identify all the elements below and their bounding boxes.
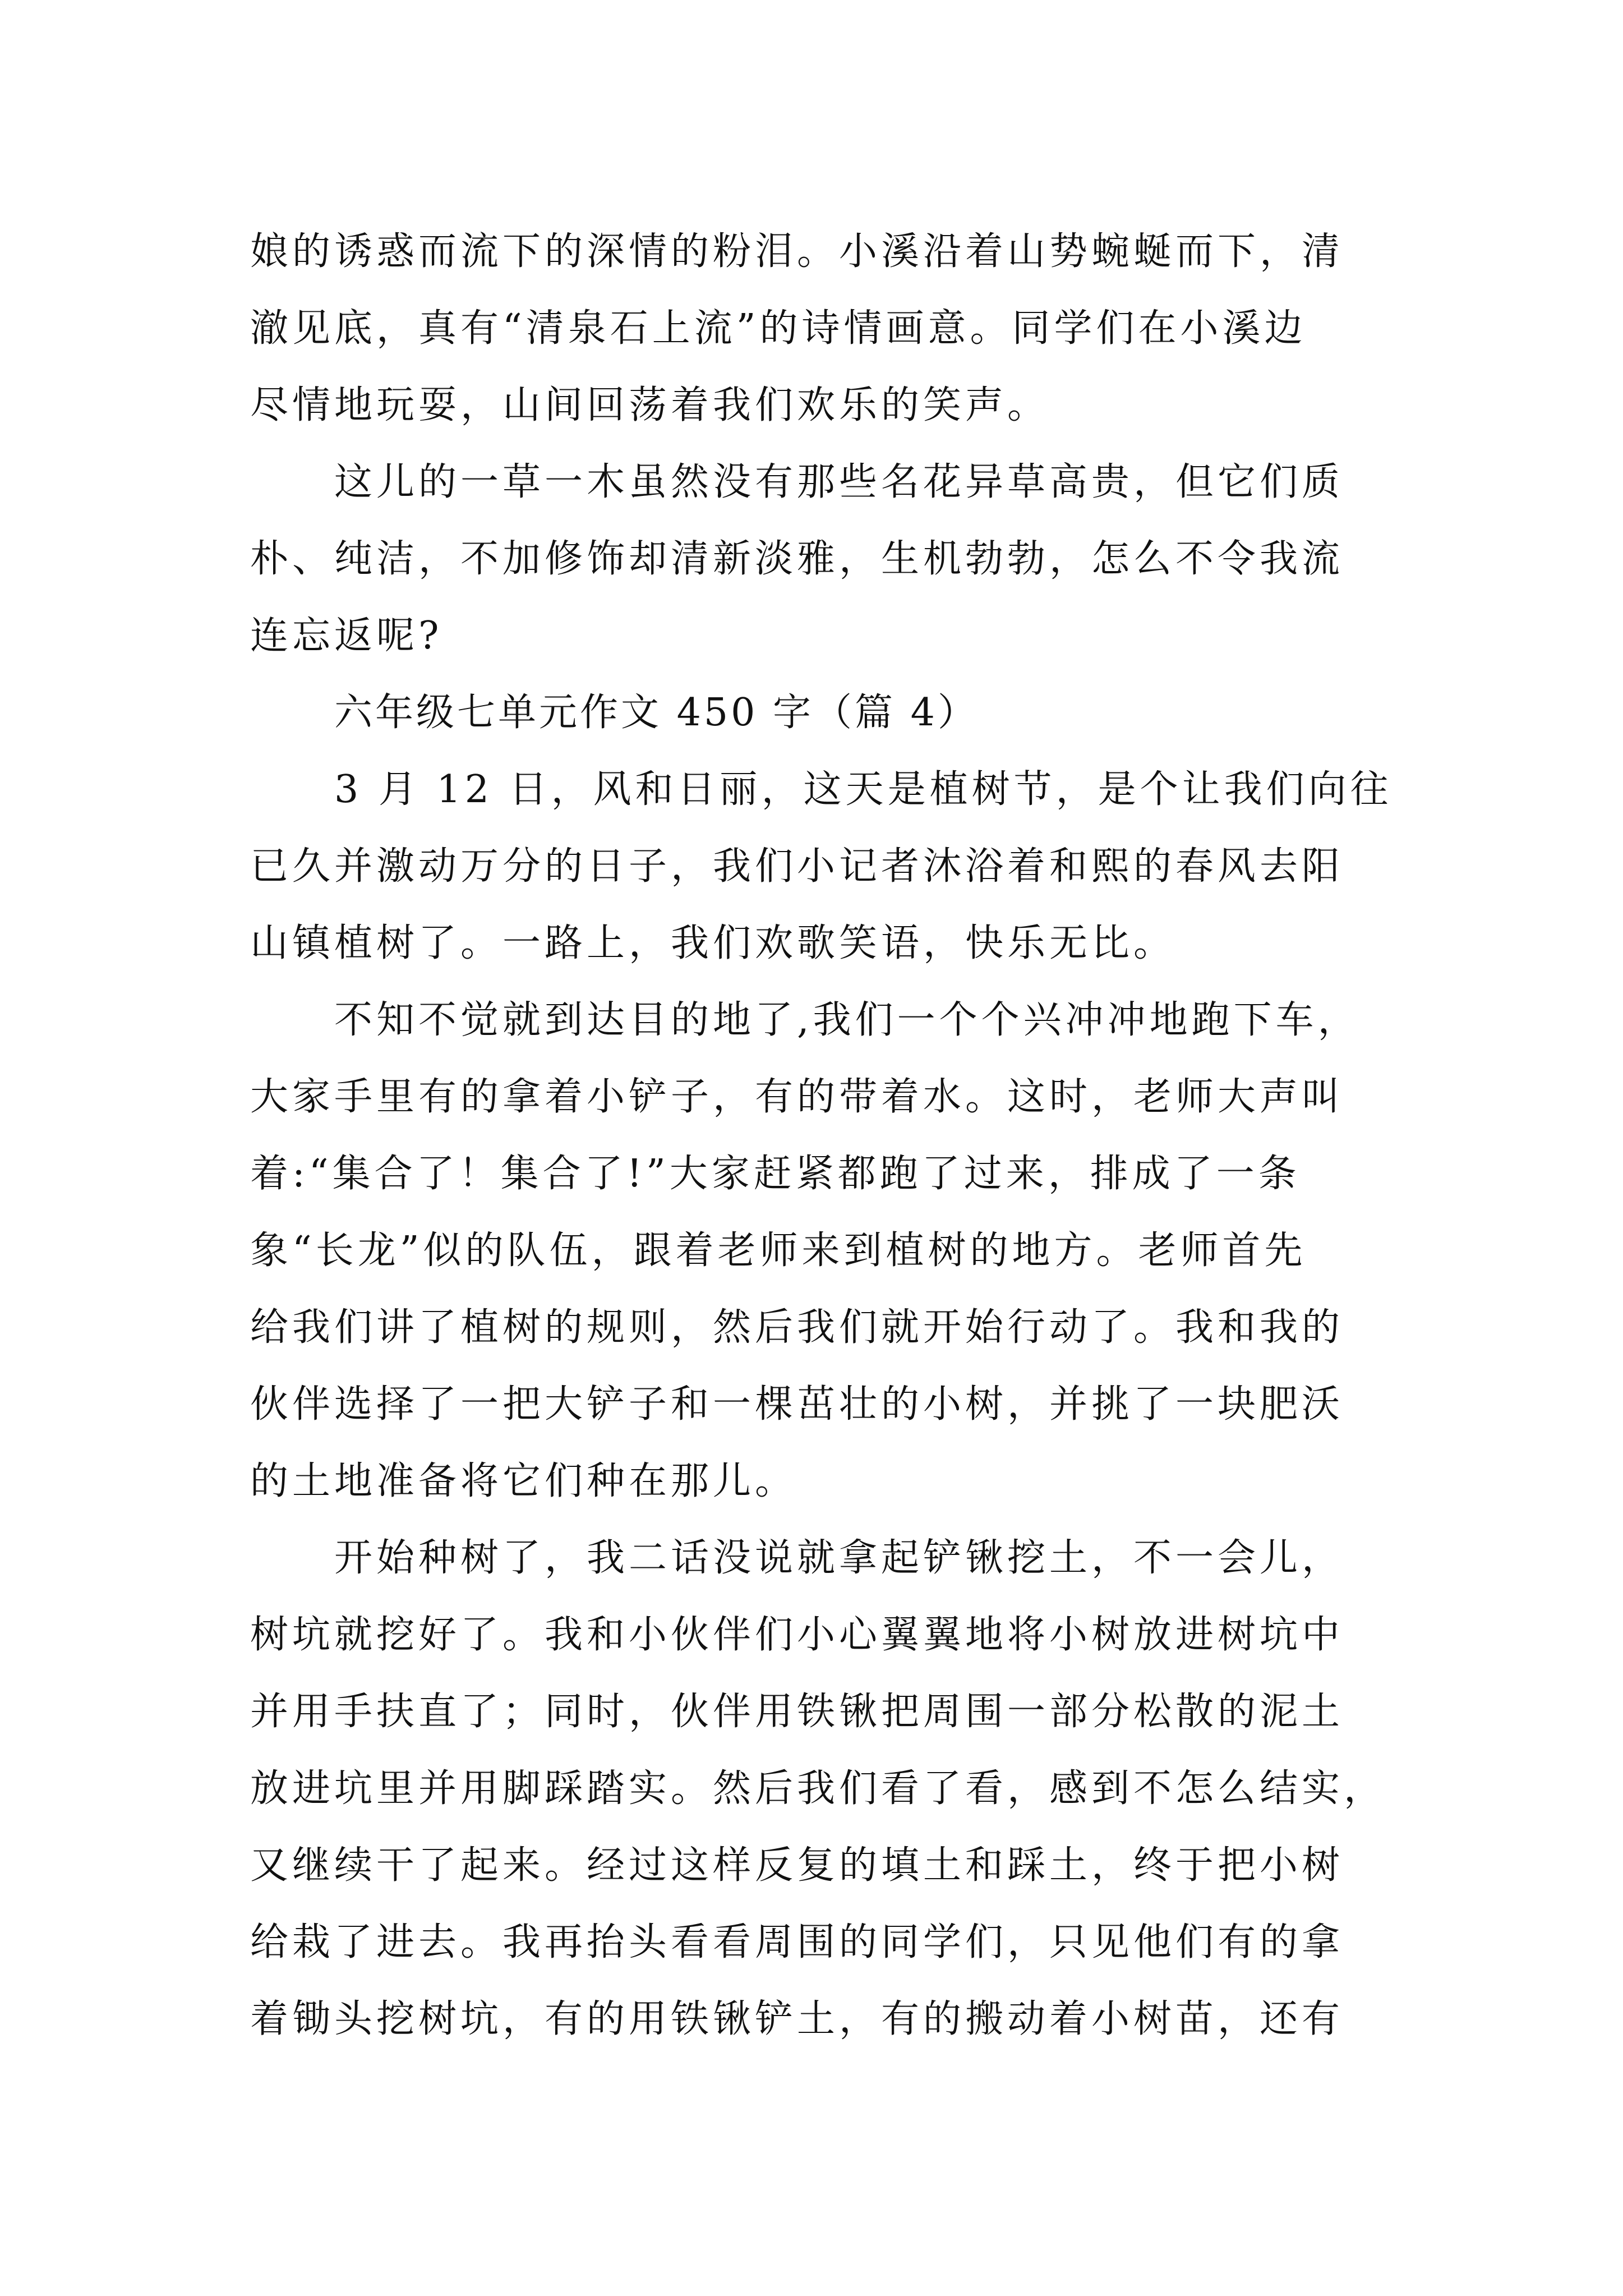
paragraph-3-line-3: 山镇植树了。一路上，我们欢歌笑语，快乐无比。 xyxy=(250,921,1176,965)
paragraph-5-line-7: 着锄头挖树坑，有的用铁锹铲土，有的搬动着小树苗，还有 xyxy=(250,1997,1344,2041)
paragraph-2-line-1: 这儿的一草一木虽然没有那些名花异草高贵，但它们质 xyxy=(334,460,1344,504)
paragraph-3-line-2: 已久并激动万分的日子，我们小记者沐浴着和熙的春风去阳 xyxy=(250,844,1344,889)
paragraph-4-line-6: 伙伴选择了一把大铲子和一棵茁壮的小树，并挑了一块肥沃 xyxy=(250,1382,1344,1427)
paragraph-5-line-1: 开始种树了，我二话没说就拿起铲锹挖土，不一会儿， xyxy=(334,1536,1344,1580)
paragraph-1-line-3: 尽情地玩耍，山间回荡着我们欢乐的笑声。 xyxy=(250,383,1050,427)
paragraph-5-line-2: 树坑就挖好了。我和小伙伴们小心翼翼地将小树放进树坑中 xyxy=(250,1613,1344,1657)
paragraph-1-line-2: 澈见底，真有“清泉石上流”的诗情画意。同学们在小溪边 xyxy=(250,306,1307,351)
paragraph-2-line-2: 朴、纯洁，不加修饰却清新淡雅，生机勃勃，怎么不令我流 xyxy=(250,537,1344,581)
document-body xyxy=(250,213,1394,2058)
paragraph-4-line-5: 给我们讲了植树的规则，然后我们就开始行动了。我和我的 xyxy=(250,1305,1344,1350)
paragraph-4-line-1: 不知不觉就到达目的地了,我们一个个兴冲冲地跑下车， xyxy=(334,998,1360,1042)
essay-heading: 六年级七单元作文 450 字（篇 4） xyxy=(334,691,979,735)
paragraph-4-line-3: 着:“集合了！集合了!”大家赶紧都跑了过来，排成了一条 xyxy=(250,1152,1301,1196)
paragraph-5-line-6: 给栽了进去。我再抬头看看周围的同学们，只见他们有的拿 xyxy=(250,1920,1344,1964)
paragraph-5-line-5: 又继续干了起来。经过这样反复的填土和踩土，终于把小树 xyxy=(250,1843,1344,1888)
paragraph-4-line-7: 的土地准备将它们种在那儿。 xyxy=(250,1459,797,1503)
paragraph-4-line-4: 象“长龙”似的队伍，跟着老师来到植树的地方。老师首先 xyxy=(250,1228,1307,1273)
paragraph-5-line-3: 并用手扶直了；同时，伙伴用铁锹把周围一部分松散的泥土 xyxy=(250,1690,1344,1734)
paragraph-4-line-2: 大家手里有的拿着小铲子，有的带着水。这时，老师大声叫 xyxy=(250,1075,1344,1119)
paragraph-5-line-4: 放进坑里并用脚踩踏实。然后我们看了看，感到不怎么结实， xyxy=(250,1766,1386,1811)
paragraph-1-line-1: 娘的诱惑而流下的深情的粉泪。小溪沿着山势蜿蜒而下，清 xyxy=(250,229,1344,274)
paragraph-2-line-3: 连忘返呢? xyxy=(250,614,443,658)
paragraph-3-line-1: 3 月 12 日，风和日丽，这天是植树节，是个让我们向往 xyxy=(334,767,1393,812)
